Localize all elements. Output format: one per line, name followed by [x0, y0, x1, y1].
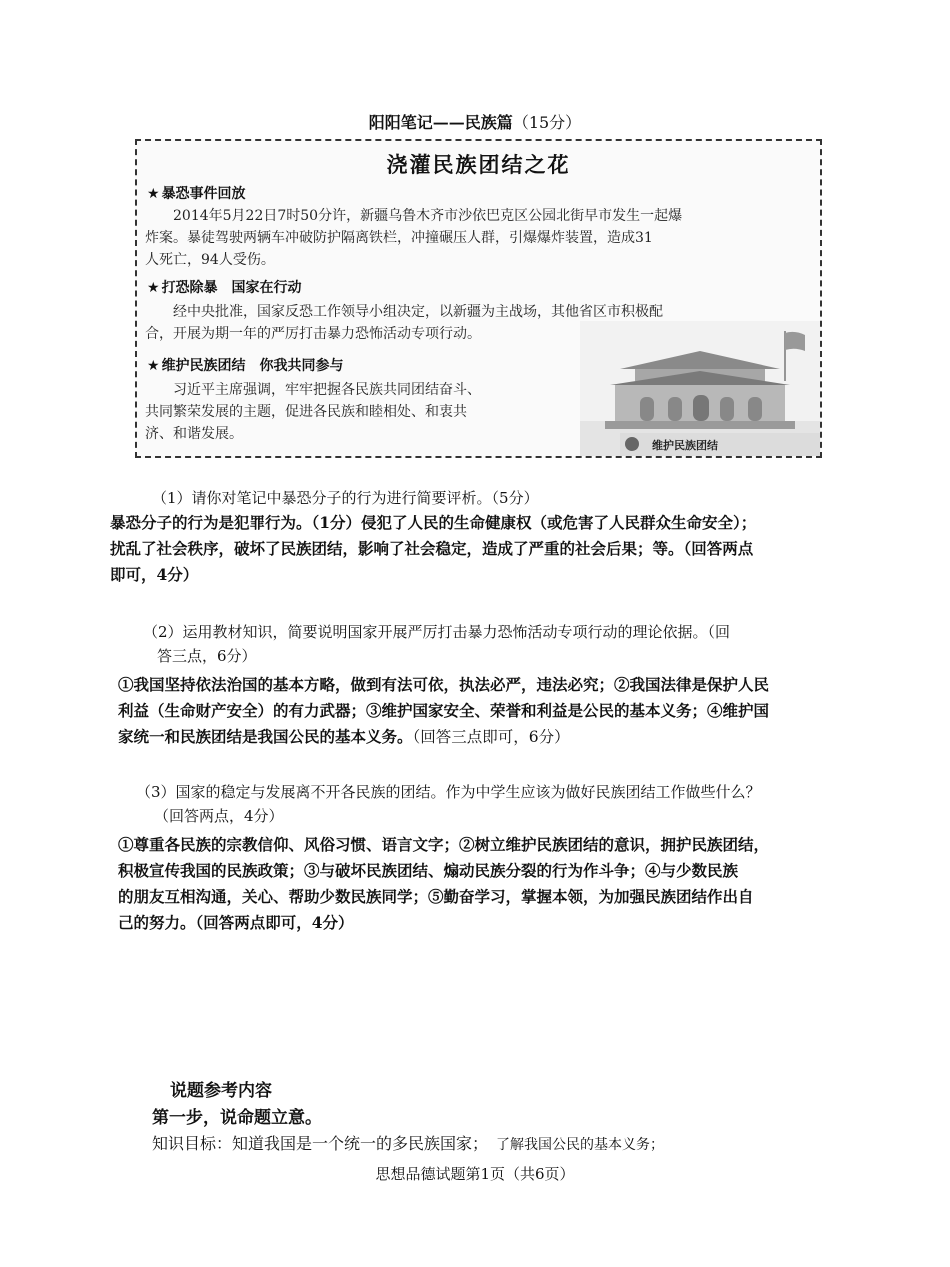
question-line: 答三点，6分） — [157, 647, 257, 665]
question-line: （回答两点，4分） — [154, 807, 284, 825]
answer-2 — [118, 672, 948, 750]
answer-tail: （回答三点即可，6分） — [412, 728, 570, 746]
paragraph-line: 合，开展为期一年的严厉打击暴力恐怖活动专项行动。 — [145, 326, 481, 342]
section-paragraph-3 — [145, 379, 585, 445]
answer-line: 即可，4分） — [110, 565, 199, 584]
tiananmen-illustration — [580, 321, 820, 456]
section-title-text: 打恐除暴 国家在行动 — [161, 280, 302, 296]
answer-line: ①尊重各民族的宗教信仰、风俗习惯、语言文字；②树立维护民族团结的意识，拥护民族团结， — [118, 835, 770, 854]
star-icon: ★ — [147, 358, 160, 374]
answer-line: 扰乱了社会秩序，破坏了民族团结，影响了社会稳定，造成了严重的社会后果；等。（回答两点 — [110, 539, 754, 558]
answer-3 — [118, 832, 948, 936]
paragraph-line: 习近平主席强调，牢牢把握各民族共同团结奋斗、 — [173, 382, 481, 398]
page-title-score: （15分） — [512, 113, 582, 132]
section-title-1 — [147, 183, 246, 203]
image-caption: 维护民族团结 — [652, 439, 718, 452]
notebook-box — [135, 139, 822, 458]
page-title — [0, 110, 950, 133]
section-title-text: 维护民族团结 你我共同参与 — [161, 358, 344, 374]
answer-line: ①我国坚持依法治国的基本方略，做到有法可依，执法必严，违法必究；②我国法律是保护人民 — [118, 675, 770, 694]
question-line: （2）运用教材知识，简要说明国家开展严厉打击暴力恐怖活动专项行动的理论依据。（回 — [143, 623, 731, 641]
star-icon: ★ — [147, 186, 160, 202]
explain-step1: 第一步，说命题立意。 — [152, 1108, 322, 1128]
paragraph-line: 共同繁荣发展的主题，促进各民族和睦相处、和衷共 — [145, 404, 467, 420]
section-title-text: 暴恐事件回放 — [161, 186, 246, 202]
answer-line: 的朋友互相沟通，关心、帮助少数民族同学；⑤勤奋学习，掌握本领，为加强民族团结作出自 — [118, 887, 754, 906]
answer-1 — [110, 510, 940, 588]
paragraph-line: 人死亡，94人受伤。 — [145, 252, 275, 268]
question-1: （1）请你对笔记中暴恐分子的行为进行简要评析。（5分） — [152, 489, 539, 507]
page-footer: 思想品德试题第1页（共6页） — [375, 1165, 575, 1183]
goal-text: 知道我国是一个统一的多民族国家； — [232, 1134, 489, 1153]
section-paragraph-1 — [145, 205, 810, 271]
explain-heading: 说题参考内容 — [170, 1081, 272, 1101]
paragraph-line: 2014年5月22日7时50分许，新疆乌鲁木齐市沙依巴克区公园北街早市发生一起爆 — [173, 208, 683, 224]
knowledge-goal — [152, 1131, 664, 1154]
question-line: （3）国家的稳定与发展离不开各民族的团结。作为中学生应该为做好民族团结工作做些什么？ — [136, 783, 761, 801]
goal-label: 知识目标： — [152, 1134, 233, 1153]
answer-line: 利益（生命财产安全）的有力武器；③维护国家安全、荣誉和利益是公民的基本义务；④维护国 — [118, 701, 770, 720]
question-2 — [143, 620, 923, 668]
paragraph-line: 炸案。暴徒驾驶两辆车冲破防护隔离铁栏，冲撞碾压人群，引爆爆炸装置，造成31 — [145, 230, 653, 246]
notebook-heading: 浇灌民族团结之花 — [386, 153, 571, 177]
answer-line: 家统一和民族团结是我国公民的基本义务。 — [118, 727, 413, 746]
paragraph-line: 经中央批准，国家反恐工作领导小组决定，以新疆为主战场，其他省区市积极配 — [173, 304, 663, 320]
goal-text-2: 了解我国公民的基本义务； — [496, 1137, 665, 1153]
star-icon: ★ — [147, 280, 160, 296]
section-title-2 — [147, 277, 302, 297]
section-title-3 — [147, 355, 344, 375]
answer-line: 暴恐分子的行为是犯罪行为。（1分）侵犯了人民的生命健康权（或危害了人民群众生命安全）； — [110, 513, 757, 532]
question-3 — [136, 780, 936, 828]
answer-line: 积极宣传我国的民族政策；③与破坏民族团结、煽动民族分裂的行为作斗争；④与少数民族 — [118, 861, 739, 880]
paragraph-line: 济、和谐发展。 — [145, 426, 243, 442]
page-title-main: 阳阳笔记——民族篇 — [368, 113, 513, 132]
answer-line: 己的努力。（回答两点即可，4分） — [118, 913, 354, 932]
